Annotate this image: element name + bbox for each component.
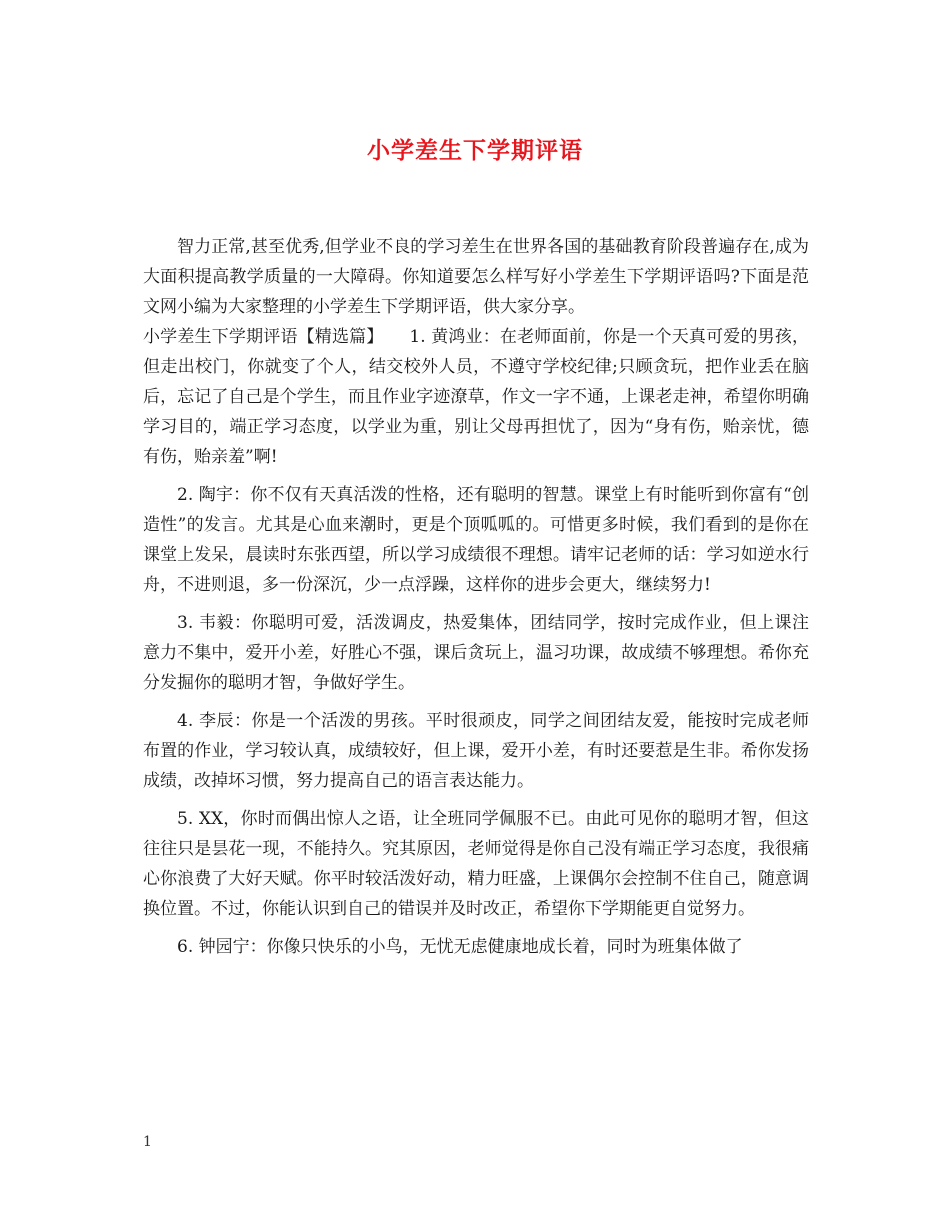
document-title: 小学差生下学期评语 bbox=[367, 137, 583, 164]
comment-paragraph-2: 2. 陶宇：你不仅有天真活泼的性格，还有聪明的智慧。课堂上有时能听到你富有“创造性”的发言。尤其是心血来潮时，更是个顶呱呱的。可惜更多时候，我们看到的是你在课堂上发呆，晨读时东张西望，所以学习成绩很不理想。请牢记老师的话：学习如逆水行舟，不进则退，多一份深沉，少一点浮躁，这样你的进步会更大，继续努力! bbox=[143, 485, 809, 595]
comment-paragraph-6: 6. 钟园宁：你像只快乐的小鸟，无忧无虑健康地成长着，同时为班集体做了 bbox=[177, 937, 743, 957]
comment-paragraph-5: 5. XX，你时而偶出惊人之语，让全班同学佩服不已。由此可见你的聪明才智，但这往往只是昙花一现，不能持久。究其原因，老师觉得是你自己没有端正学习态度，我很痛心你浪费了大好天赋。你平时较活泼好动，精力旺盛，上课偶尔会控制不住自己，随意调换位置。不过，你能认识到自己的错误并及时改正，希望你下学期能更自觉努力。 bbox=[143, 809, 809, 919]
intro-paragraph: 智力正常,甚至优秀,但学业不良的学习差生在世界各国的基础教育阶段普遍存在,成为大面积提高教学质量的一大障碍。你知道要怎么样写好小学差生下学期评语吗?下面是范文网小编为大家整理的小学差生下学期评语，供大家分享。 bbox=[143, 237, 809, 317]
section-heading-paragraph: 小学差生下学期评语【精选篇】 1. 黄鸿业：在老师面前，你是一个天真可爱的男孩，但走出校门，你就变了个人，结交校外人员，不遵守学校纪律;只顾贪玩，把作业丢在脑后，忘记了自己是个学生，而且作业字迹潦草，作文一字不通，上课老走神，希望你明确学习目的，端正学习态度，以学业为重，别让父母再担忧了，因为“身有伤，贻亲忧，德有伤，贻亲羞”啊! bbox=[143, 327, 809, 467]
document-body bbox=[143, 232, 809, 962]
comment-paragraph-4: 4. 李辰：你是一个活泼的男孩。平时很顽皮，同学之间团结友爱，能按时完成老师布置的作业，学习较认真，成绩较好，但上课，爱开小差，有时还要惹是生非。希你发扬成绩，改掉坏习惯，努力提高自己的语言表达能力。 bbox=[143, 711, 809, 791]
page-number: 1 bbox=[143, 1134, 152, 1150]
comment-paragraph-3: 3. 韦毅：你聪明可爱，活泼调皮，热爱集体，团结同学，按时完成作业，但上课注意力不集中，爱开小差，好胜心不强，课后贪玩上，温习功课，故成绩不够理想。希你充分发掘你的聪明才智，争做好学生。 bbox=[143, 613, 809, 693]
